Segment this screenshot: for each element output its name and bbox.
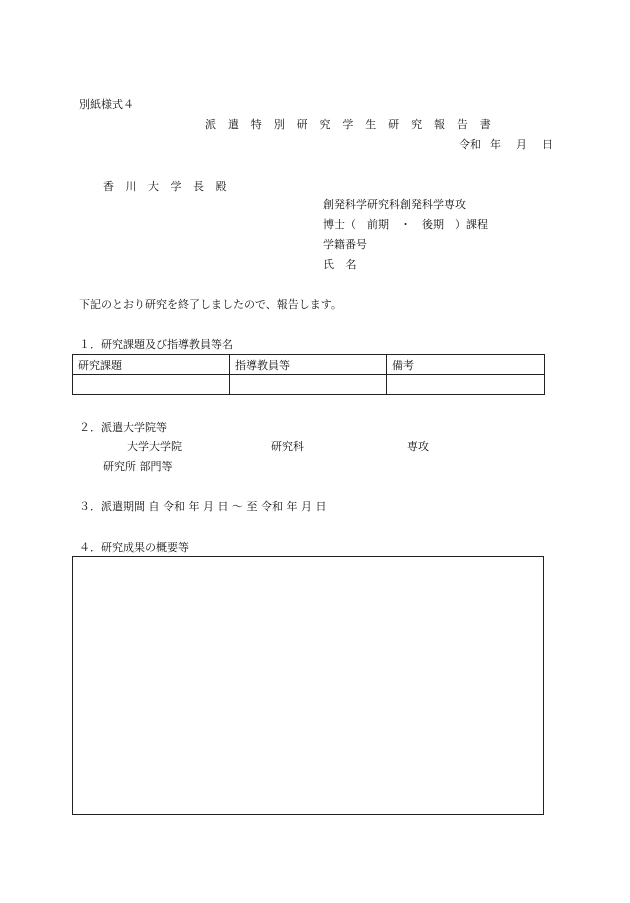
section4-heading: ４．研究成果の概要等 [79,541,189,554]
date-month: 月 [516,138,527,151]
name-label: 氏 名 [323,258,361,271]
date-era: 令和 [459,138,481,151]
section3-dispatch-period: ３．派遣期間 自 令和 年 月 日 ～ 至 令和 年 月 日 [79,500,327,513]
university-label: 大学大学院 [127,440,182,453]
form-number: 別紙様式４ [79,98,134,111]
intro-text: 下記のとおり研究を終了しましたので、報告します。 [79,298,342,311]
institute-label: 研究所 部門等 [103,460,173,473]
section2-heading: ２．派遣大学院等 [79,421,167,434]
column-research-topic: 研究課題 [73,355,230,375]
course-type: 博士（ 前期 ・ 後期 ）課程 [323,218,488,231]
supervisor-cell[interactable] [230,375,387,395]
remarks-cell[interactable] [387,375,545,395]
date-day: 日 [542,138,553,151]
document-title: 派 遣 特 別 研 究 学 生 研 究 報 告 書 [205,118,495,131]
date-year: 年 [490,138,501,151]
column-supervisor: 指導教員等 [230,355,387,375]
section1-heading: １．研究課題及び指導教員等名 [79,338,233,351]
graduate-school-label: 研究科 [271,440,304,453]
research-topic-cell[interactable] [73,375,230,395]
addressee: 香 川 大 学 長 殿 [103,180,231,193]
research-topics-table [72,354,545,395]
student-id-label: 学籍番号 [323,238,367,251]
major-label: 専攻 [407,440,429,453]
date-line [459,138,553,152]
research-summary-box[interactable] [72,556,544,815]
column-remarks: 備考 [387,355,545,375]
table-row [73,375,545,395]
program-name: 創発科学研究科創発科学専攻 [323,198,466,211]
table-header-row [73,355,545,375]
